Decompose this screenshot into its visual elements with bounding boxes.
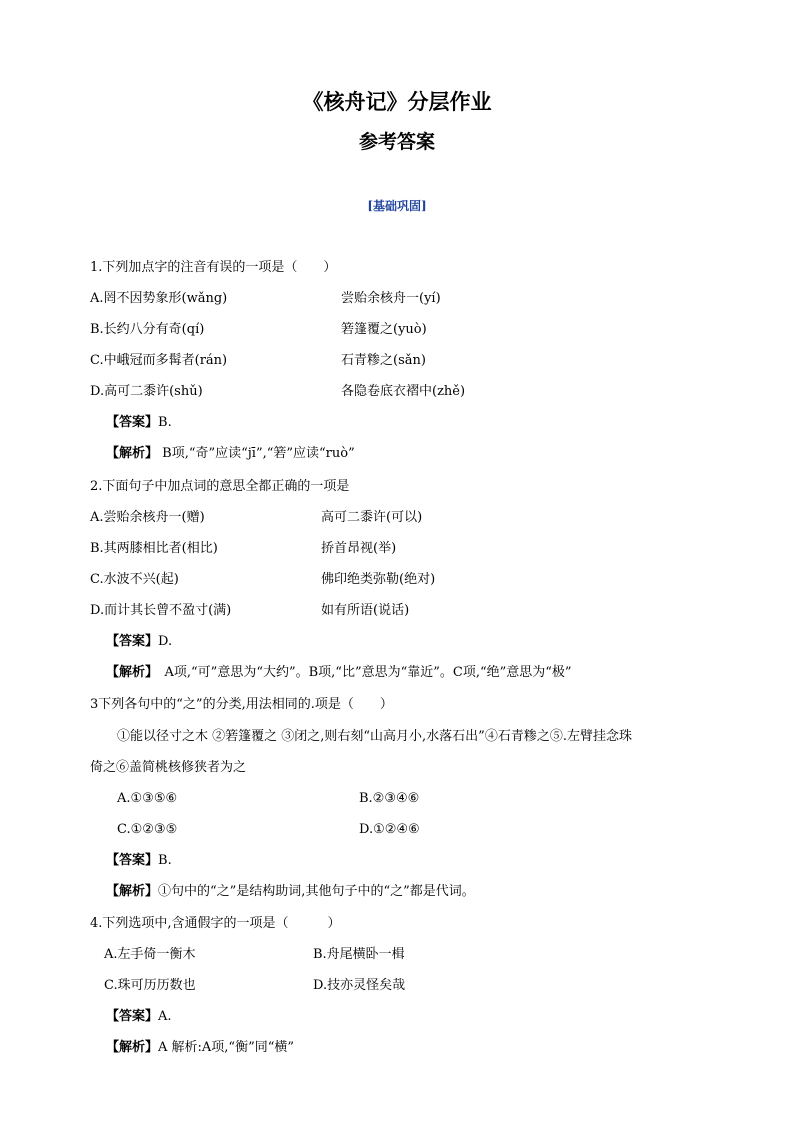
q3-option-b: B.②③④⑥ — [359, 791, 420, 806]
q4-answer — [106, 1008, 172, 1026]
analysis-text: A项,“可”意思为“大约”。B项,“比”意思为“靠近”。C项,“绝”意思为“极” — [151, 665, 572, 680]
q2-option-c: C.水波不兴(起) — [90, 572, 179, 587]
q2-option-c-2: 佛印绝类弥勒(绝对) — [321, 572, 436, 587]
analysis-label: 【解析】 — [106, 884, 159, 899]
analysis-text: ①句中的“之”是结构助词,其他句子中的“之”都是代词。 — [158, 884, 475, 899]
analysis-label: 【解析】 — [106, 1040, 159, 1055]
analysis-text: B项,“奇”应读“jī”,“箬”应读“ruò” — [158, 446, 355, 461]
q4-analysis — [106, 1039, 294, 1057]
answer-value: A. — [158, 1009, 172, 1024]
q1-option-c: C.中峨冠而多髯者(rán) — [90, 353, 228, 368]
q4-stem: 4.下列选项中,含通假字的一项是（ ） — [90, 916, 341, 931]
q1-stem: 1.下列加点字的注音有误的一项是（ ） — [90, 260, 337, 275]
q2-answer — [106, 633, 172, 651]
analysis-label: 【解析】 — [106, 665, 152, 680]
answer-label: 【答案】 — [106, 634, 159, 649]
q1-answer — [106, 414, 172, 432]
q1-option-b: B.长约八分有奇(qí) — [90, 322, 205, 337]
q1-option-d: D.高可二黍许(shǔ) — [90, 384, 203, 399]
analysis-text: A 解析:A项,“衡”同“横” — [158, 1040, 295, 1055]
q4-option-c: C.珠可历历数也 — [104, 978, 196, 993]
q4-option-b: B.舟尾横卧一楫 — [313, 947, 405, 962]
q3-answer — [106, 852, 172, 870]
document-title: 《核舟记》分层作业 — [302, 90, 492, 114]
q2-option-b: B.其两膝相比者(相比) — [90, 541, 218, 556]
answer-value: B. — [158, 853, 172, 868]
q4-option-a: A.左手倚一衡木 — [104, 947, 196, 962]
q2-option-b-2: 挢首昂视(举) — [321, 541, 397, 556]
q1-option-b-2: 箬篷覆之(yuò) — [341, 322, 427, 337]
q3-option-d: D.①②④⑥ — [359, 822, 420, 837]
answer-label: 【答案】 — [106, 1009, 159, 1024]
q2-option-d-2: 如有所语(说话) — [321, 603, 410, 618]
q2-analysis — [106, 664, 572, 682]
analysis-label: 【解析】 — [106, 446, 159, 461]
q4-option-d: D.技亦灵怪矣哉 — [313, 978, 406, 993]
q3-option-c: C.①②③⑤ — [117, 822, 178, 837]
q1-option-a-2: 尝贻余核舟一(yí) — [341, 291, 441, 306]
q1-option-a: A.罔不因势象形(wǎng) — [90, 291, 228, 306]
q2-option-d: D.而计其长曾不盈寸(满) — [90, 603, 232, 618]
q1-option-c-2: 石青糁之(sǎn) — [341, 353, 426, 368]
q1-option-d-2: 各隐卷底衣褶中(zhě) — [341, 384, 466, 399]
q2-stem: 2.下面句子中加点词的意思全都正确的一项是 — [90, 479, 350, 494]
q3-stem: 3下列各句中的“之”的分类,用法相同的.项是（ ） — [90, 697, 393, 712]
q3-analysis — [106, 883, 475, 901]
q2-option-a: A.尝贻余核舟一(赠) — [90, 510, 205, 525]
q3-sentences-line1: ①能以径寸之木 ②箬篷覆之 ③闭之,则右刻“山高月小,水落石出”④石青糁之⑤.左臂挂念珠 — [117, 729, 632, 744]
q3-option-a: A.①③⑤⑥ — [117, 791, 178, 806]
answer-value: B. — [158, 415, 172, 430]
answer-label: 【答案】 — [106, 415, 159, 430]
document-subtitle: 参考答案 — [358, 131, 435, 153]
q3-sentences-line2: 倚之⑥盖简桃核修狭者为之 — [90, 760, 247, 775]
answer-label: 【答案】 — [106, 853, 159, 868]
q2-option-a-2: 高可二黍许(可以) — [321, 510, 423, 525]
q1-analysis — [106, 445, 355, 463]
section-heading: [基础巩固] — [367, 199, 427, 213]
answer-value: D. — [158, 634, 173, 649]
